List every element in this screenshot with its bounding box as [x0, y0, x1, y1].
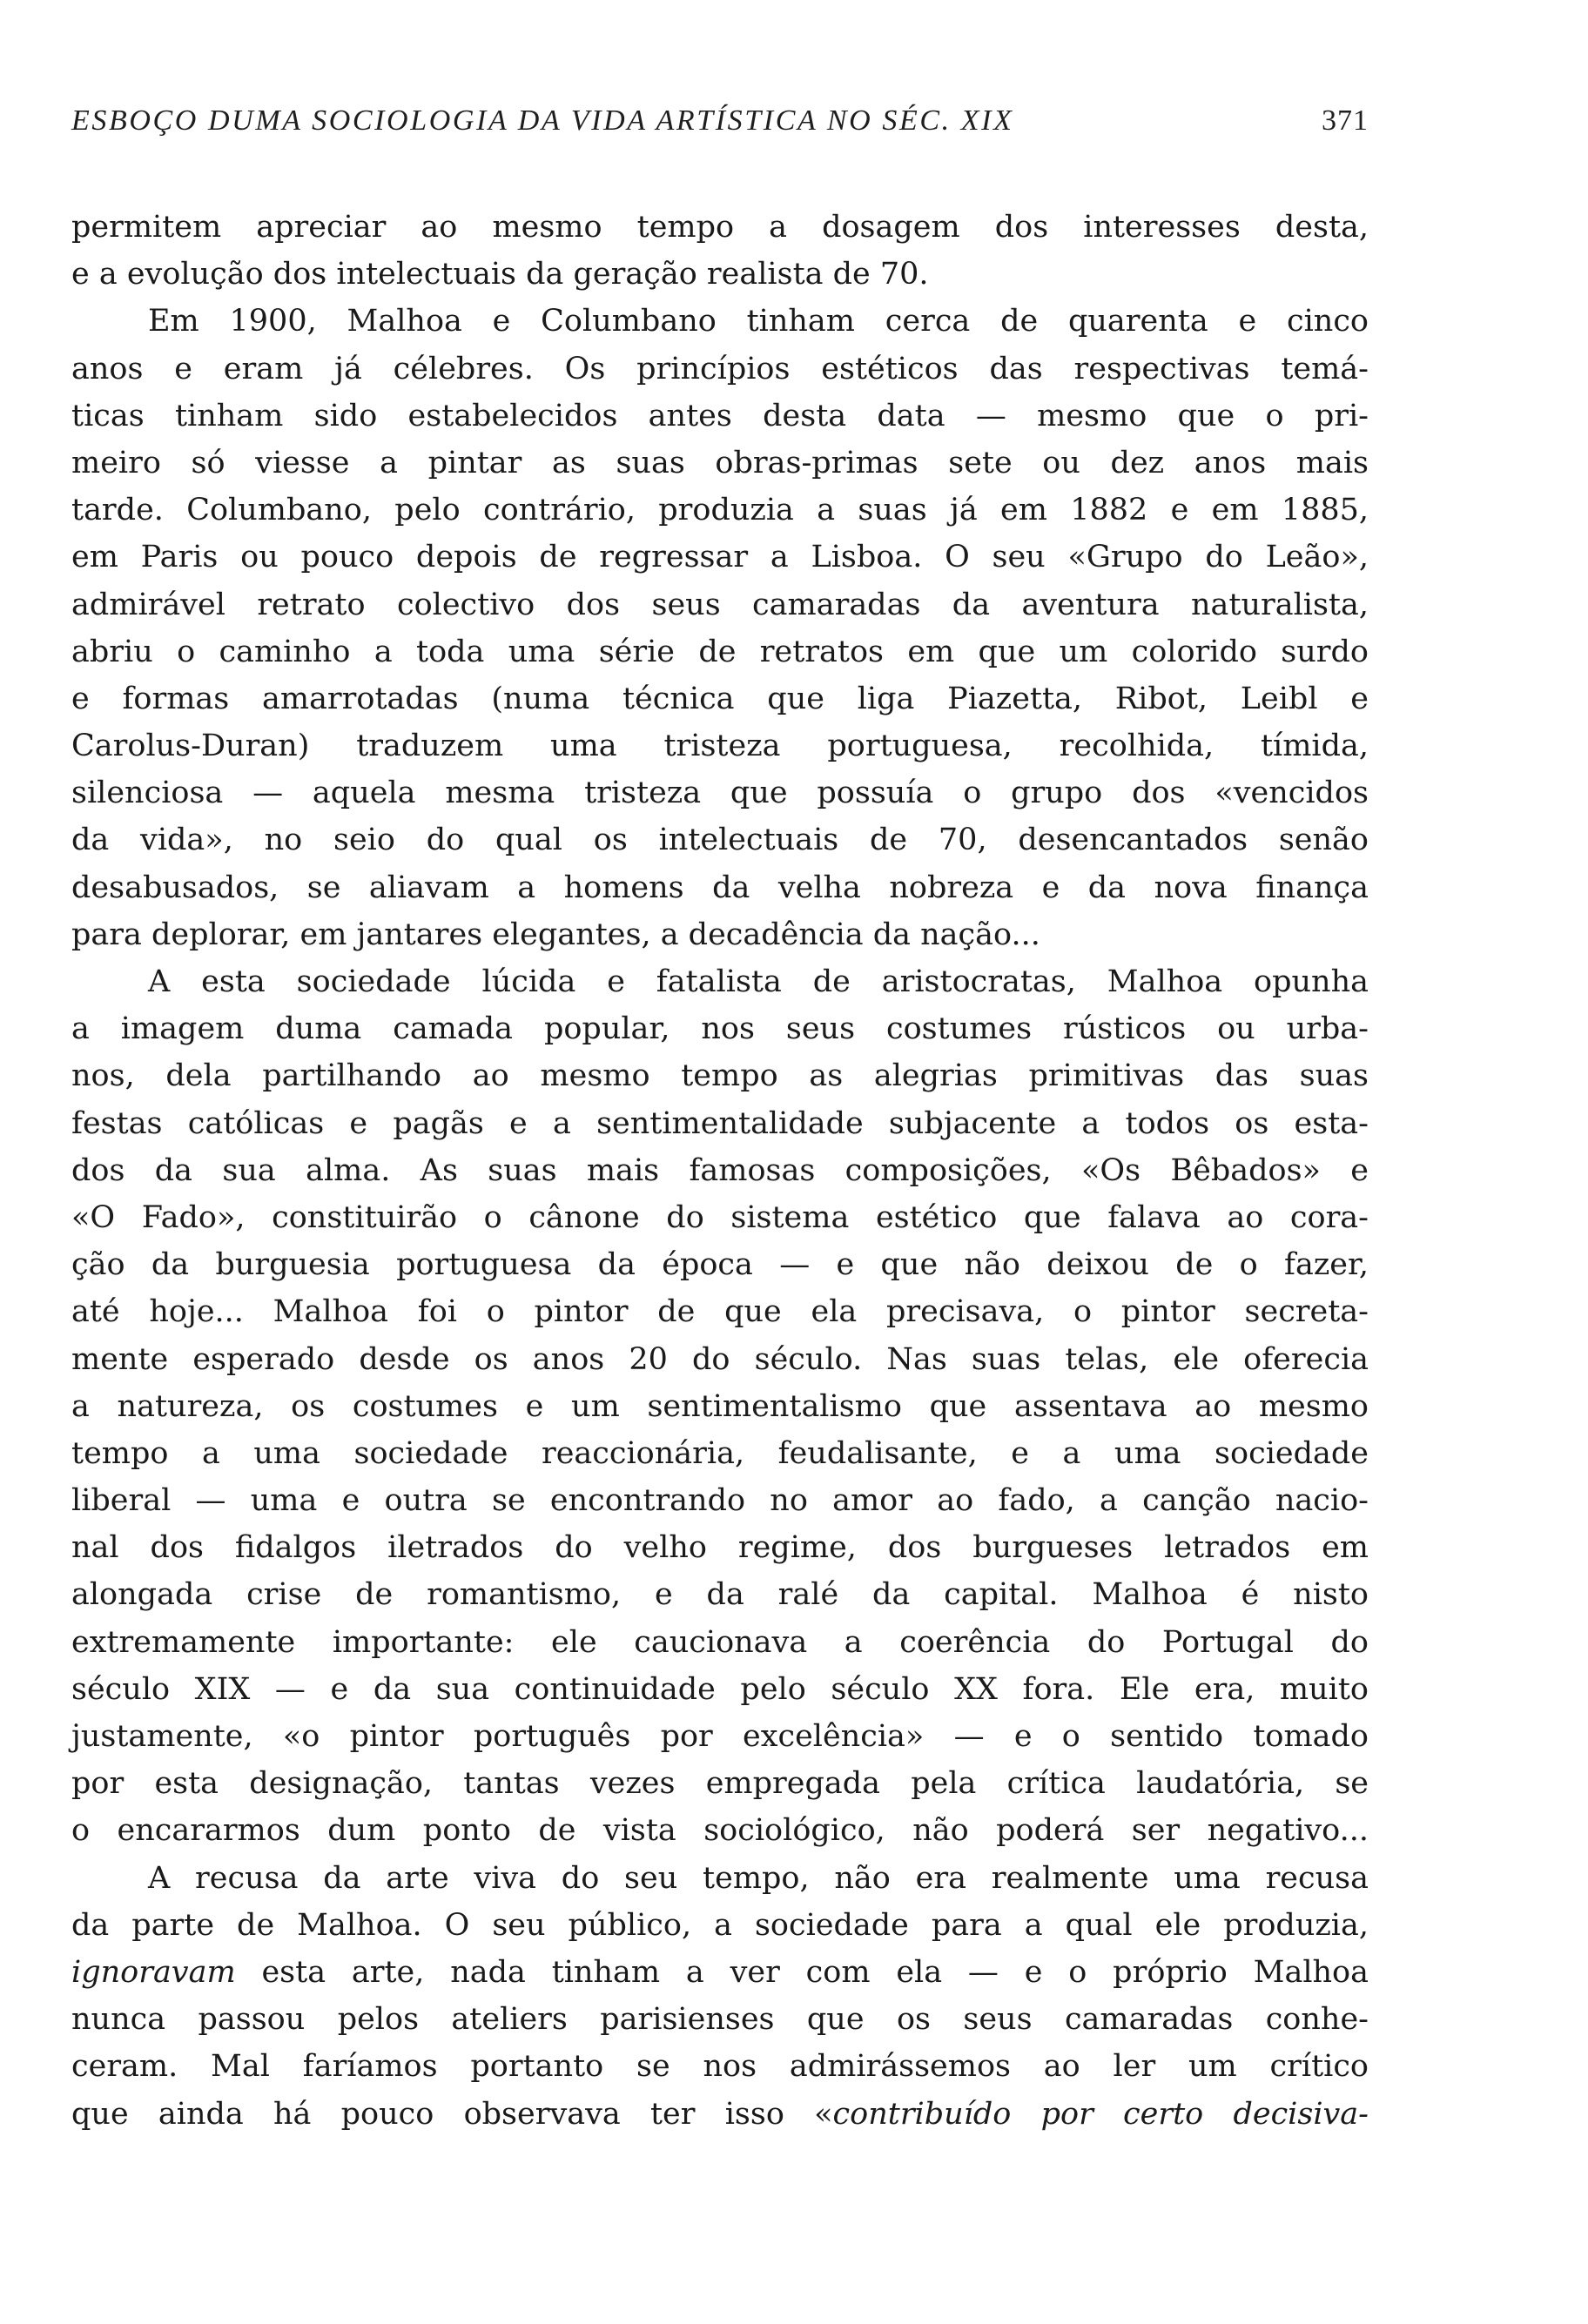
text-line: desabusados, se aliavam a homens da velha nobreza e da nova finança: [71, 870, 1369, 905]
text-line: ceram. Mal faríamos portanto se nos admirássemos ao ler um crítico: [71, 2049, 1369, 2085]
text-line: tempo a uma sociedade reaccionária, feudalisante, e a uma sociedade: [71, 1435, 1369, 1471]
text-line: dos da sua alma. As suas mais famosas composições, «Os Bêbados» e: [71, 1152, 1369, 1188]
italic-emphasis: ignoravam: [71, 1954, 236, 1990]
text-line: nunca passou pelos ateliers parisienses que os seus camaradas conhe-: [71, 2002, 1369, 2038]
paragraph-3: [71, 958, 1369, 1855]
text-line: anos e eram já célebres. Os princípios estéticos das respectivas temá-: [71, 351, 1369, 386]
text-line-italic-end: que ainda há pouco observava ter isso «contribuído por certo decisiva-: [71, 2096, 1369, 2132]
text-line: Carolus-Duran) traduzem uma tristeza portuguesa, recolhida, tímida,: [71, 729, 1369, 764]
text-line: até hoje... Malhoa foi o pintor de que ela precisava, o pintor secreta-: [71, 1294, 1369, 1330]
text-line: mente esperado desde os anos 20 do século. Nas suas telas, ele oferecia: [71, 1341, 1369, 1377]
text-line: extremamente importante: ele caucionava a coerência do Portugal do: [71, 1624, 1369, 1660]
text-line: para deplorar, em jantares elegantes, a decadência da nação...: [71, 917, 1040, 952]
paragraph-2: [71, 298, 1369, 958]
text-line: nal dos fidalgos iletrados do velho regime, dos burgueses letrados em: [71, 1530, 1369, 1566]
text-line: o encararmos dum ponto de vista sociológico, não poderá ser negativo...: [71, 1813, 1369, 1849]
text-line: permitem apreciar ao mesmo tempo a dosagem dos interesses desta,: [71, 210, 1369, 245]
text-line: e formas amarrotadas (numa técnica que liga Piazetta, Ribot, Leibl e: [71, 681, 1369, 716]
text-line: festas católicas e pagãs e a sentimentalidade subjacente a todos os esta-: [71, 1105, 1369, 1141]
paragraph-4: [71, 1855, 1369, 2138]
text-line: alongada crise de romantismo, e da ralé da capital. Malhoa é nisto: [71, 1577, 1369, 1613]
running-title: ESBOÇO DUMA SOCIOLOGIA DA VIDA ARTÍSTICA NO SÉC. XIX: [71, 104, 1014, 137]
text-line: da vida», no seio do qual os intelectuais de 70, desencantados senão: [71, 823, 1369, 858]
body-text: [71, 204, 1369, 2138]
page-number: 371: [1322, 104, 1369, 137]
text-line: por esta designação, tantas vezes empregada pela crítica laudatória, se: [71, 1766, 1369, 1802]
text-line: ticas tinham sido estabelecidos antes desta data — mesmo que o pri-: [71, 398, 1369, 433]
text-line: a imagem duma camada popular, nos seus costumes rústicos ou urba-: [71, 1011, 1369, 1047]
text-line: liberal — uma e outra se encontrando no amor ao fado, a canção nacio-: [71, 1483, 1369, 1519]
text-line: admirável retrato colectivo dos seus camaradas da aventura naturalista,: [71, 587, 1369, 622]
italic-emphasis: contribuído por certo decisiva-: [832, 2096, 1369, 2132]
text-line: da parte de Malhoa. O seu público, a sociedade para a qual ele produzia,: [71, 1907, 1369, 1943]
text-line: e a evolução dos intelectuais da geração realista de 70.: [71, 257, 929, 292]
text-line: abriu o caminho a toda uma série de retratos em que um colorido surdo: [71, 634, 1369, 669]
text-line: ção da burguesia portuguesa da época — e que não deixou de o fazer,: [71, 1247, 1369, 1283]
text-line: em Paris ou pouco depois de regressar a Lisboa. O seu «Grupo do Leão»,: [71, 540, 1369, 575]
text-line: A esta sociedade lúcida e fatalista de aristocratas, Malhoa opunha: [148, 964, 1369, 999]
text-line-italic-start: ignoravam esta arte, nada tinham a ver com ela — e o próprio Malhoa: [71, 1954, 1369, 1990]
text-line: meiro só viesse a pintar as suas obras-primas sete ou dez anos mais: [71, 445, 1369, 480]
text-line: tarde. Columbano, pelo contrário, produzia a suas já em 1882 e em 1885,: [71, 493, 1369, 528]
text-line: «O Fado», constituirão o cânone do sistema estético que falava ao cora-: [71, 1199, 1369, 1235]
text-line: justamente, «o pintor português por excelência» — e o sentido tomado: [71, 1719, 1369, 1754]
text-line: a natureza, os costumes e um sentimentalismo que assentava ao mesmo: [71, 1388, 1369, 1424]
text-line: Em 1900, Malhoa e Columbano tinham cerca de quarenta e cinco: [148, 304, 1369, 339]
paragraph-1: [71, 204, 1369, 298]
text-line: século XIX — e da sua continuidade pelo século XX fora. Ele era, muito: [71, 1671, 1369, 1707]
text-line: A recusa da arte viva do seu tempo, não era realmente uma recusa: [148, 1860, 1369, 1896]
text-line: silenciosa — aquela mesma tristeza que possuía o grupo dos «vencidos: [71, 776, 1369, 811]
text-line: nos, dela partilhando ao mesmo tempo as alegrias primitivas das suas: [71, 1058, 1369, 1094]
running-header: [71, 104, 1369, 157]
